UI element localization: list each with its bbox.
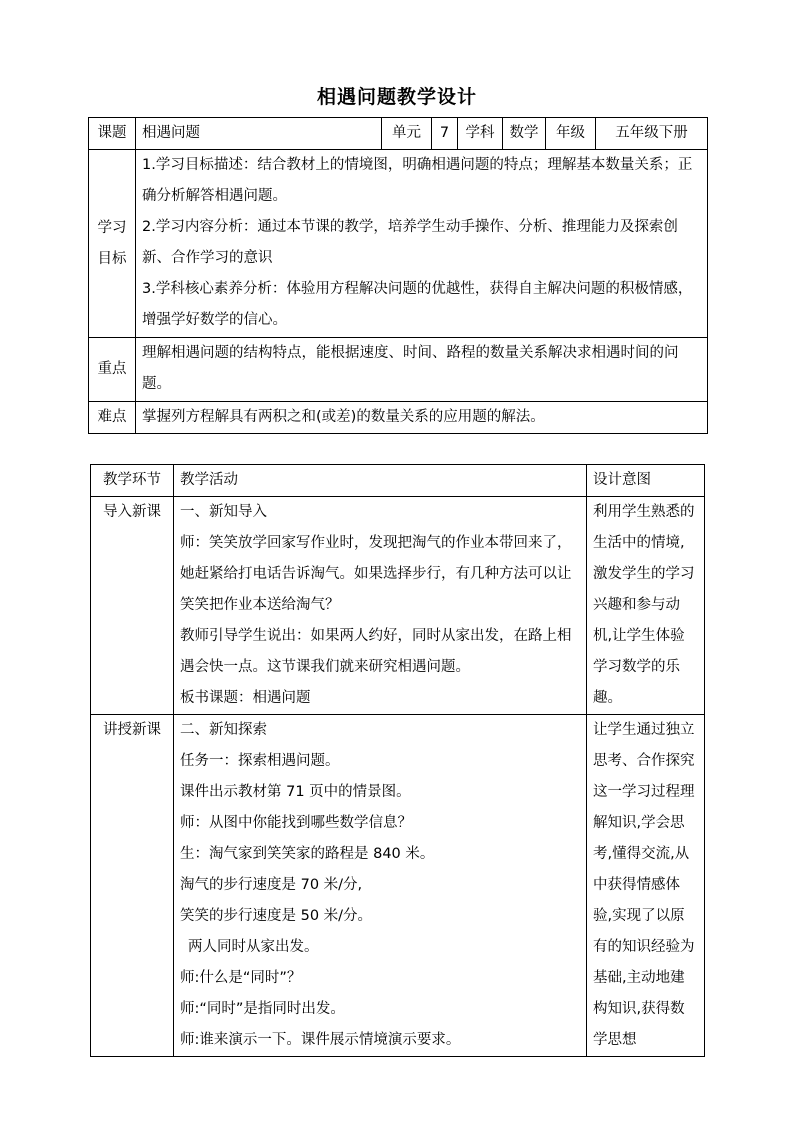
activity-line: 两人同时从家出发。	[188, 939, 319, 955]
unit-value: 7	[432, 118, 458, 150]
subject-value: 数学	[503, 118, 546, 150]
intent-cell: 让学生通过独立思考、合作探究这一学习过程理解知识,学会思考,懂得交流,从中获得情感体验,实现了以原有的知识经验为基础,主动地建构知识,获得数学思想	[587, 715, 705, 1057]
course-info-table	[88, 117, 708, 434]
topic-label: 课题	[89, 118, 136, 150]
course-info-row	[89, 118, 708, 150]
activity-line: 二、新知探索	[180, 722, 267, 738]
activity-line: 师：笑笑放学回家写作业时，发现把淘气的作业本带回来了，她赶紧给打电话告诉淘气。如果选择步行，有几种方法可以让笑笑把作业本送给淘气？	[180, 535, 572, 613]
document-title: 相遇问题教学设计	[316, 86, 477, 108]
objective-item: 3.学科核心素养分析：体验用方程解决问题的优越性，获得自主解决问题的积极情感，增强学好数学的信心。	[142, 281, 693, 328]
process-row-new-lesson	[91, 715, 705, 1057]
header-intent: 设计意图	[587, 465, 705, 497]
objectives-content	[136, 150, 708, 338]
objectives-row	[89, 150, 708, 338]
objectives-label: 学习目标	[89, 150, 136, 338]
grade-value: 五年级下册	[596, 118, 708, 150]
teaching-process-table	[90, 464, 705, 1057]
key-point-value: 理解相遇问题的结构特点，能根据速度、时间、路程的数量关系解决求相遇时间的问题。	[136, 338, 708, 402]
activity-line: 师:谁来演示一下。课件展示情境演示要求。	[180, 1032, 461, 1048]
subject-label: 学科	[458, 118, 503, 150]
unit-label: 单元	[382, 118, 432, 150]
activity-line: 师:“同时”是指同时出发。	[180, 1001, 345, 1017]
stage-cell: 讲授新课	[91, 715, 174, 1057]
activity-line: 板书课题：相遇问题	[180, 690, 311, 706]
key-point-row	[89, 338, 708, 402]
topic-value: 相遇问题	[136, 118, 382, 150]
process-row-intro	[91, 497, 705, 715]
activities-cell	[174, 497, 587, 715]
activity-line: 一、新知导入	[180, 504, 267, 520]
activity-line: 课件出示教材第 71 页中的情景图。	[180, 784, 411, 800]
activities-cell	[174, 715, 587, 1057]
activity-line: 任务一：探索相遇问题。	[180, 753, 340, 769]
header-activities: 教学活动	[174, 465, 587, 497]
activity-line: 淘气的步行速度是 70 米/分,	[180, 877, 363, 893]
activity-line: 师：从图中你能找到哪些数学信息？	[180, 815, 412, 831]
difficulty-value: 掌握列方程解具有两积之和(或差)的数量关系的应用题的解法。	[136, 402, 708, 434]
activity-line: 笑笑的步行速度是 50 米/分。	[180, 908, 373, 924]
stage-cell: 导入新课	[91, 497, 174, 715]
header-stage: 教学环节	[91, 465, 174, 497]
activity-line: 师:什么是“同时”？	[180, 970, 302, 986]
objective-item: 2.学习内容分析：通过本节课的教学，培养学生动手操作、分析、推理能力及探索创新、合作学习的意识	[142, 219, 678, 266]
activity-line: 生：淘气家到笑笑家的路程是 840 米。	[180, 846, 435, 862]
grade-label: 年级	[546, 118, 596, 150]
difficulty-label: 难点	[89, 402, 136, 434]
key-point-label: 重点	[89, 338, 136, 402]
objective-item: 1.学习目标描述：结合教材上的情境图，明确相遇问题的特点；理解基本数量关系；正确分析解答相遇问题。	[142, 157, 693, 204]
intent-cell: 利用学生熟悉的生活中的情境,激发学生的学习兴趣和参与动机,让学生体验学习数学的乐趣。	[587, 497, 705, 715]
difficulty-row	[89, 402, 708, 434]
process-header-row	[91, 465, 705, 497]
activity-line: 教师引导学生说出：如果两人约好，同时从家出发，在路上相遇会快一点。这节课我们就来研究相遇问题。	[180, 628, 572, 675]
